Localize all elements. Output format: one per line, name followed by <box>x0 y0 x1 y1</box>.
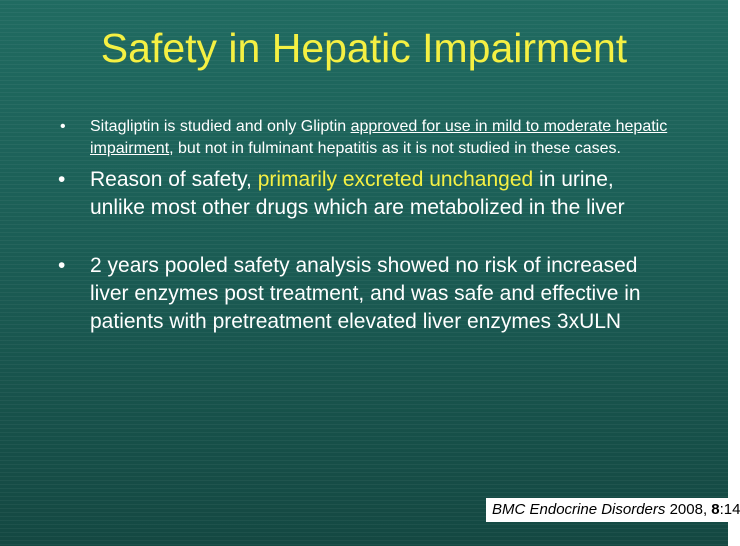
bullet-item-approval <box>58 116 668 160</box>
citation-volume: 8 <box>711 501 720 518</box>
bullet-text: , but not in fulminant hepatitis as it is not studied in these cases. <box>169 140 621 157</box>
slide-title: Safety in Hepatic Impairment <box>100 25 628 71</box>
bullet-dot-icon: • <box>58 254 66 277</box>
bullet-item-reason <box>58 166 668 222</box>
bullet-text: Sitagliptin is studied and only Gliptin <box>90 118 351 135</box>
bullet-dot-icon: • <box>58 168 66 191</box>
bullet-list <box>58 116 668 336</box>
citation-year: 2008, <box>665 501 712 518</box>
bullet-text: Reason of safety, <box>90 168 258 191</box>
bullet-text: 2 years pooled safety analysis showed no risk of increased liver enzymes post treatment, and was safe and effective in patients with pretreatment elevated liver enzymes 3xULN <box>90 254 641 333</box>
highlighted-text: primarily excreted unchanged <box>257 168 534 191</box>
bullet-item-analysis <box>58 252 668 336</box>
approval-link[interactable]: approved for use in mild to moderate hepatic impairment <box>90 118 668 157</box>
bullet-text: in urine, unlike most other drugs which are metabolized in the liver <box>90 168 625 219</box>
bullet-dot-icon: • <box>60 118 66 135</box>
citation-box <box>486 498 740 522</box>
citation-journal: BMC Endocrine Disorders <box>492 501 666 518</box>
citation-page: :14 <box>719 501 740 518</box>
